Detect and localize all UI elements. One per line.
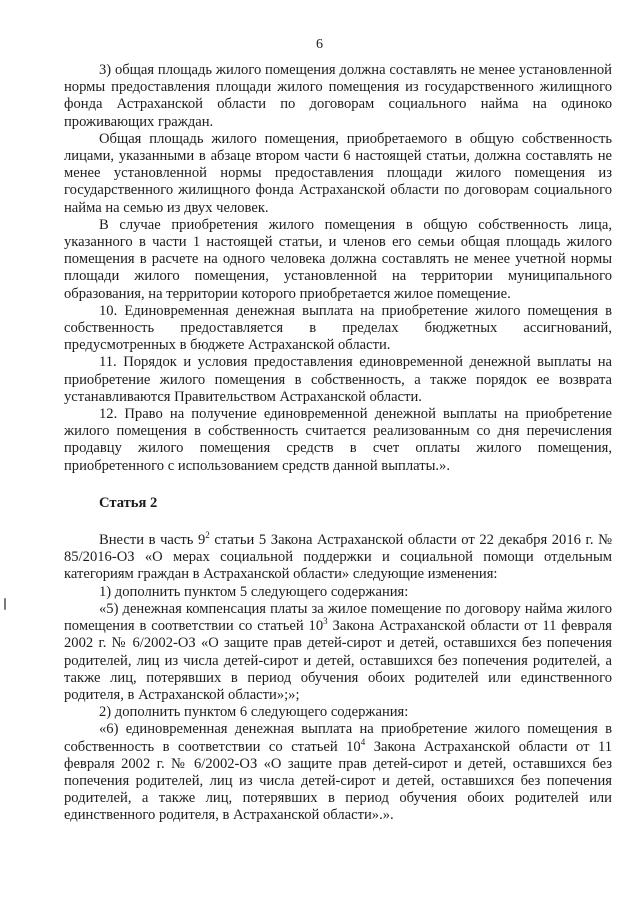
article-heading: Статья 2 (99, 494, 158, 511)
paragraph-item-11: 11. Порядок и условия предоставления единовременной денежной выплаты на приобретение жилого помещения в собственность, а также порядок ее возврата устанавливаются Правительством Астраханской области. (64, 354, 612, 405)
paragraph-amendment-1-text (64, 601, 612, 704)
paragraph-item-3: 3) общая площадь жилого помещения должна составлять не менее установленной нормы предоставления площади жилого помещения из государственного жилищного фонда Астраханской области по договорам социального найма на одиноко проживающих граждан. (64, 62, 612, 130)
amendment-1-text: «5) денежная компенсация платы за жилое помещение по договору найма жилого помещения в соответствии со статьей 10 (64, 600, 612, 635)
intro-text: Внести в часть 9 (99, 532, 206, 549)
paragraph-item-10: 10. Единовременная денежная выплата на приобретение жилого помещения в собственность предоставляется в пределах бюджетных ассигнований, предусмотренных в бюджете Астраханской области. (64, 302, 612, 354)
intro-text-continued: статьи 5 Закона Астраханской области от 22 декабря 2016 г. № 85/2016-ОЗ «О мерах социальной поддержки и социальной помощи отдельным категориям граждан в Астраханской области» следующие изменения: (64, 532, 612, 583)
intro-superscript: 2 (205, 530, 210, 541)
page-number: 6 (316, 37, 323, 52)
amendment-2-superscript: 4 (360, 736, 366, 747)
paragraph-amendment-1-intro: 1) дополнить пунктом 5 следующего содержания: (99, 583, 409, 600)
paragraph-item-12: 12. Право на получение единовременной денежной выплаты на приобретение жилого помещения в собственность считается реализованным со дня перечисления продавцу жилого помещения средств в счет оплаты жилого помещения, приобретенного с использованием средств данной выплаты.». (64, 406, 612, 474)
paragraph-area-common-ownership: Общая площадь жилого помещения, приобретаемого в общую собственность лицами, указанными в абзаце втором части 6 настоящей статьи, должна составлять не менее установленной нормы предоставления площади жилого помещения из государственного жилищного фонда Астраханской области по договорам социального найма на семью из двух человек. (64, 130, 612, 216)
amendment-1-superscript: 3 (323, 616, 328, 627)
document-body (64, 62, 612, 825)
amendment-2-text-continued: Закона Астраханской области от 11 февраля 2002 г. № 6/2002-ОЗ «О защите прав детей-сирот и детей, оставшихся без попечения родителей, лиц из числа детей-сирот и детей, оставшихся без попечения родителей, а также лиц, потерявших в период обучения обоих родителей или единственного родителя, в Астраханской области».». (64, 738, 613, 824)
spacer (64, 475, 612, 495)
scan-margin-mark (4, 598, 6, 610)
paragraph-amendment-2-text (64, 721, 612, 824)
amendment-1-text-continued: Закона Астраханской области от 11 февраля 2002 г. № 6/2002-ОЗ «О защите прав детей-сирот и детей, оставшихся без попечения родителей, лиц из числа детей-сирот и детей, оставшихся без попечения родителей, а также лиц, потерявших в период обучения обоих родителей или единственного родителя, в Астраханской области»;»; (64, 618, 612, 703)
amendment-2-text: «6) единовременная денежная выплата на приобретение жилого помещения в собственность в соответствии со статьей 10 (64, 721, 612, 755)
paragraph-area-family: В случае приобретения жилого помещения в общую собственность лица, указанного в части 1 настоящей статьи, и членов его семьи общая площадь жилого помещения в расчете на одного человека должна составлять не менее учетной нормы площади жилого помещения, установленной на территории муниципального образования, на территории которого приобретается жилое помещение. (64, 216, 612, 302)
paragraph-amendment-2-intro: 2) дополнить пунктом 6 следующего содержания: (99, 704, 409, 721)
paragraph-article-2-intro (64, 532, 612, 584)
spacer (64, 512, 612, 532)
